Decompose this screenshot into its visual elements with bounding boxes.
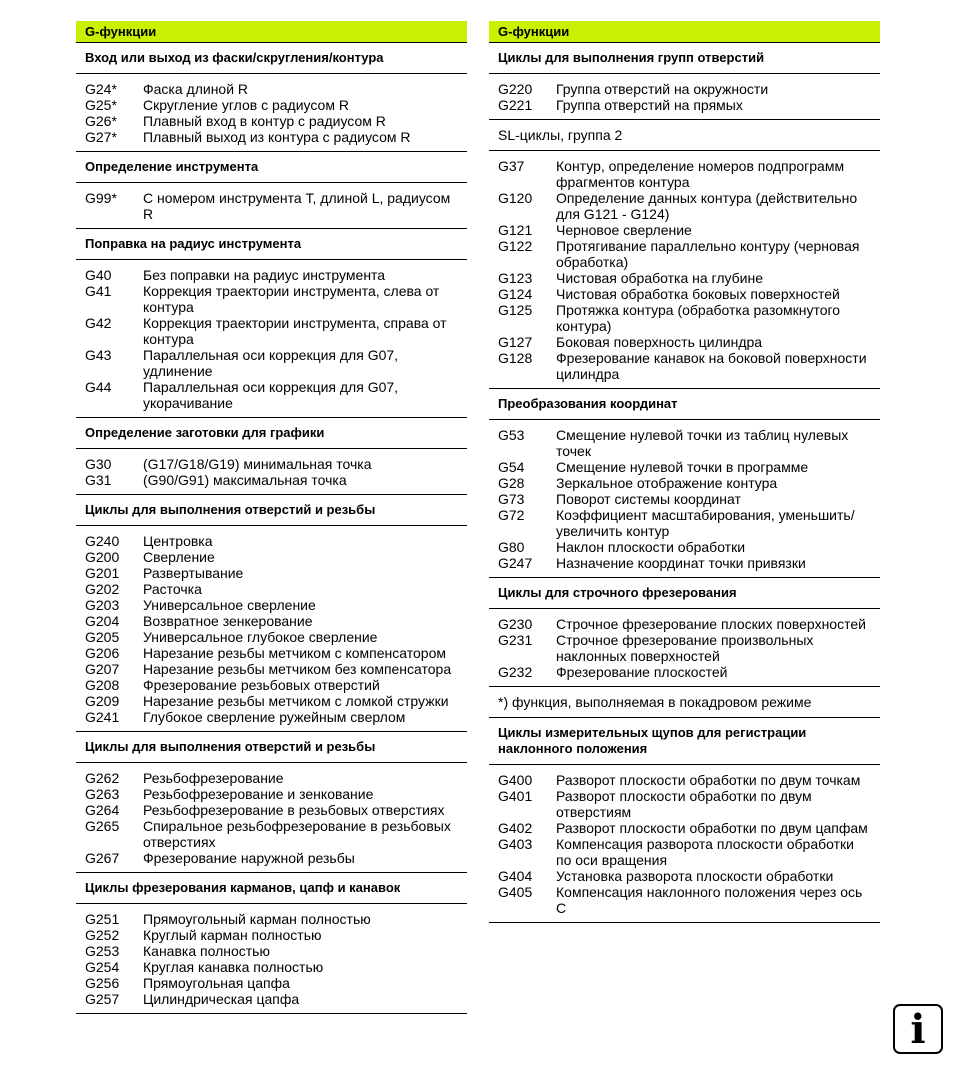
g-code-description: Протягивание параллельно контуру (черновая обработка) bbox=[556, 238, 860, 270]
function-list bbox=[489, 151, 880, 389]
g-code-description: Универсальное сверление bbox=[143, 597, 316, 613]
function-row bbox=[85, 549, 458, 565]
function-row bbox=[498, 350, 871, 382]
g-code: G124 bbox=[498, 286, 533, 302]
section bbox=[489, 687, 880, 718]
g-code: G26* bbox=[85, 113, 117, 129]
column-header: G-функции bbox=[76, 21, 467, 43]
g-code-description: (G17/G18/G19) минимальная точка bbox=[143, 456, 372, 472]
function-row bbox=[498, 334, 871, 350]
g-code: G247 bbox=[498, 555, 533, 571]
g-code: G267 bbox=[85, 850, 120, 866]
g-code: G241 bbox=[85, 709, 120, 725]
section-title: Преобразования координат bbox=[489, 389, 880, 420]
section-title: Вход или выход из фаски/скругления/контура bbox=[76, 43, 467, 74]
section-label: SL-циклы, группа 2 bbox=[489, 120, 880, 151]
g-code-description: Строчное фрезерование произвольных наклонных поверхностей bbox=[556, 632, 814, 664]
section bbox=[489, 578, 880, 687]
function-row bbox=[498, 475, 871, 491]
g-code: G240 bbox=[85, 533, 120, 549]
g-code: G203 bbox=[85, 597, 120, 613]
function-row bbox=[498, 222, 871, 238]
g-code: G205 bbox=[85, 629, 120, 645]
function-row bbox=[498, 836, 871, 868]
g-code-description: Нарезание резьбы метчиком с компенсатором bbox=[143, 645, 446, 661]
function-list bbox=[76, 183, 467, 229]
g-code-description: Коррекция траектории инструмента, слева от контура bbox=[143, 283, 440, 315]
g-code: G128 bbox=[498, 350, 533, 366]
g-code-description: Фрезерование наружной резьбы bbox=[143, 850, 355, 866]
function-row bbox=[85, 533, 458, 549]
g-code-description: Чистовая обработка на глубине bbox=[556, 270, 764, 286]
section bbox=[489, 43, 880, 120]
g-code-description: Назначение координат точки привязки bbox=[556, 555, 806, 571]
g-code: G24* bbox=[85, 81, 117, 97]
g-code-description: Универсальное глубокое сверление bbox=[143, 629, 378, 645]
g-code: G121 bbox=[498, 222, 533, 238]
g-code-description: Круглая канавка полностью bbox=[143, 959, 324, 975]
g-code: G252 bbox=[85, 927, 120, 943]
g-code: G264 bbox=[85, 802, 120, 818]
function-row bbox=[498, 772, 871, 788]
g-code-description: Наклон плоскости обработки bbox=[556, 539, 746, 555]
function-list bbox=[489, 765, 880, 923]
g-code-description: Строчное фрезерование плоских поверхностей bbox=[556, 616, 866, 632]
g-code-description: Сверление bbox=[143, 549, 215, 565]
function-row bbox=[85, 597, 458, 613]
g-code: G206 bbox=[85, 645, 120, 661]
function-list bbox=[76, 526, 467, 732]
g-code: G120 bbox=[498, 190, 533, 206]
function-row bbox=[85, 267, 458, 283]
g-code-description: Коэффициент масштабирования, уменьшить/увеличить контур bbox=[556, 507, 855, 539]
g-code: G256 bbox=[85, 975, 120, 991]
g-code: G200 bbox=[85, 549, 120, 565]
function-row bbox=[498, 97, 871, 113]
function-list bbox=[76, 260, 467, 418]
function-row bbox=[85, 97, 458, 113]
function-row bbox=[498, 286, 871, 302]
g-code-description: Центровка bbox=[143, 533, 213, 549]
g-code-description: Фаска длиной R bbox=[143, 81, 249, 97]
info-icon: i bbox=[893, 1004, 943, 1054]
g-code-description: Фрезерование резьбовых отверстий bbox=[143, 677, 380, 693]
g-code-description: Прямоугольная цапфа bbox=[143, 975, 290, 991]
section bbox=[76, 152, 467, 229]
g-code: G80 bbox=[498, 539, 525, 555]
g-code-description: Параллельная оси коррекция для G07, укорачивание bbox=[143, 379, 399, 411]
section-title: Поправка на радиус инструмента bbox=[76, 229, 467, 260]
function-row bbox=[85, 347, 458, 379]
function-row bbox=[498, 555, 871, 571]
section-title: Циклы для строчного фрезерования bbox=[489, 578, 880, 609]
column-left bbox=[76, 21, 467, 1014]
function-row bbox=[85, 661, 458, 677]
g-code: G54 bbox=[498, 459, 525, 475]
g-code-description: Группа отверстий на прямых bbox=[556, 97, 743, 113]
g-code-description: Спиральное резьбофрезерование в резьбовых отверстиях bbox=[143, 818, 451, 850]
g-code: G402 bbox=[498, 820, 533, 836]
function-row bbox=[498, 868, 871, 884]
section bbox=[76, 418, 467, 495]
g-code: G251 bbox=[85, 911, 120, 927]
g-code-description: Компенсация наклонного положения через ось C bbox=[556, 884, 863, 916]
g-code: G25* bbox=[85, 97, 117, 113]
function-list bbox=[76, 74, 467, 152]
g-code: G99* bbox=[85, 190, 117, 206]
column-right bbox=[489, 21, 880, 923]
g-code: G263 bbox=[85, 786, 120, 802]
g-code-description: Разворот плоскости обработки по двум точкам bbox=[556, 772, 861, 788]
g-code: G231 bbox=[498, 632, 533, 648]
function-row bbox=[85, 613, 458, 629]
function-row bbox=[498, 158, 871, 190]
function-row bbox=[498, 459, 871, 475]
section bbox=[489, 718, 880, 923]
g-code: G40 bbox=[85, 267, 112, 283]
function-row bbox=[85, 581, 458, 597]
g-code: G265 bbox=[85, 818, 120, 834]
g-code-description: Нарезание резьбы метчиком без компенсатора bbox=[143, 661, 452, 677]
section-title: Циклы фрезерования карманов, цапф и канавок bbox=[76, 873, 467, 904]
g-code-description: Компенсация разворота плоскости обработки по оси вращения bbox=[556, 836, 854, 868]
g-code-description: Фрезерование канавок на боковой поверхности цилиндра bbox=[556, 350, 867, 382]
function-row bbox=[85, 113, 458, 129]
function-row bbox=[85, 283, 458, 315]
section-title: Циклы для выполнения отверстий и резьбы bbox=[76, 732, 467, 763]
g-code-description: Боковая поверхность цилиндра bbox=[556, 334, 763, 350]
function-row bbox=[85, 472, 458, 488]
g-code: G403 bbox=[498, 836, 533, 852]
g-code: G28 bbox=[498, 475, 525, 491]
function-row bbox=[498, 616, 871, 632]
function-row bbox=[85, 129, 458, 145]
function-list bbox=[489, 420, 880, 578]
g-code: G44 bbox=[85, 379, 112, 395]
g-code-description: Плавный выход из контура с радиусом R bbox=[143, 129, 411, 145]
section bbox=[489, 389, 880, 578]
function-row bbox=[498, 190, 871, 222]
g-code-description: Развертывание bbox=[143, 565, 244, 581]
g-code-description: Установка разворота плоскости обработки bbox=[556, 868, 834, 884]
g-code-description: Резьбофрезерование bbox=[143, 770, 284, 786]
g-code-description: Резьбофрезерование и зенкование bbox=[143, 786, 374, 802]
g-code-description: (G90/G91) максимальная точка bbox=[143, 472, 347, 488]
g-code: G405 bbox=[498, 884, 533, 900]
function-row bbox=[498, 632, 871, 664]
g-code-description: Контур, определение номеров подпрограмм фрагментов контура bbox=[556, 158, 845, 190]
function-row bbox=[85, 786, 458, 802]
section bbox=[489, 120, 880, 389]
g-code: G208 bbox=[85, 677, 120, 693]
function-row bbox=[498, 81, 871, 97]
function-row bbox=[498, 820, 871, 836]
g-code-description: Разворот плоскости обработки по двум отверстиям bbox=[556, 788, 812, 820]
function-row bbox=[85, 629, 458, 645]
g-code: G202 bbox=[85, 581, 120, 597]
g-code-description: Канавка полностью bbox=[143, 943, 270, 959]
g-code: G31 bbox=[85, 472, 112, 488]
function-row bbox=[85, 81, 458, 97]
g-code: G37 bbox=[498, 158, 525, 174]
g-code-description: Параллельная оси коррекция для G07, удлинение bbox=[143, 347, 399, 379]
function-row bbox=[498, 788, 871, 820]
g-code: G30 bbox=[85, 456, 112, 472]
g-code-description: Глубокое сверление ружейным сверлом bbox=[143, 709, 406, 725]
function-row bbox=[498, 507, 871, 539]
g-code: G253 bbox=[85, 943, 120, 959]
g-code: G254 bbox=[85, 959, 120, 975]
g-code: G72 bbox=[498, 507, 525, 523]
function-row bbox=[498, 302, 871, 334]
g-code: G201 bbox=[85, 565, 120, 581]
function-row bbox=[498, 238, 871, 270]
g-code-description: Чистовая обработка боковых поверхностей bbox=[556, 286, 840, 302]
column-header: G-функции bbox=[489, 21, 880, 43]
g-code: G262 bbox=[85, 770, 120, 786]
function-row bbox=[85, 911, 458, 927]
function-row bbox=[85, 818, 458, 850]
function-row bbox=[85, 645, 458, 661]
function-row bbox=[85, 693, 458, 709]
g-code-description: Прямоугольный карман полностью bbox=[143, 911, 371, 927]
g-code: G220 bbox=[498, 81, 533, 97]
function-row bbox=[498, 491, 871, 507]
function-list bbox=[76, 763, 467, 873]
function-row bbox=[85, 565, 458, 581]
g-code: G43 bbox=[85, 347, 112, 363]
function-row bbox=[498, 884, 871, 916]
g-code: G42 bbox=[85, 315, 112, 331]
function-list bbox=[76, 904, 467, 1014]
function-row bbox=[85, 802, 458, 818]
function-row bbox=[498, 427, 871, 459]
section-title: Определение заготовки для графики bbox=[76, 418, 467, 449]
g-code-description: Фрезерование плоскостей bbox=[556, 664, 728, 680]
g-code: G122 bbox=[498, 238, 533, 254]
g-code-description: Резьбофрезерование в резьбовых отверстиях bbox=[143, 802, 445, 818]
section bbox=[76, 732, 467, 873]
g-code-description: Плавный вход в контур с радиусом R bbox=[143, 113, 386, 129]
g-code: G27* bbox=[85, 129, 117, 145]
g-code: G207 bbox=[85, 661, 120, 677]
g-code: G404 bbox=[498, 868, 533, 884]
section bbox=[76, 229, 467, 418]
g-code: G125 bbox=[498, 302, 533, 318]
function-row bbox=[85, 959, 458, 975]
section-title: Циклы для выполнения отверстий и резьбы bbox=[76, 495, 467, 526]
function-row bbox=[85, 943, 458, 959]
g-code: G127 bbox=[498, 334, 533, 350]
function-row bbox=[85, 991, 458, 1007]
g-code-description: Группа отверстий на окружности bbox=[556, 81, 769, 97]
g-code-description: Разворот плоскости обработки по двум цапфам bbox=[556, 820, 868, 836]
g-code-description: Определение данных контура (действительно для G121 - G124) bbox=[556, 190, 858, 222]
section-title: Циклы измерительных щупов для регистрации наклонного положения bbox=[489, 718, 880, 765]
g-code: G400 bbox=[498, 772, 533, 788]
g-code-description: Смещение нулевой точки в программе bbox=[556, 459, 809, 475]
function-row bbox=[85, 770, 458, 786]
function-row bbox=[85, 850, 458, 866]
function-row bbox=[85, 677, 458, 693]
g-code: G401 bbox=[498, 788, 533, 804]
g-code-description: Скругление углов с радиусом R bbox=[143, 97, 349, 113]
g-code: G123 bbox=[498, 270, 533, 286]
function-row bbox=[498, 664, 871, 680]
g-code-description: Зеркальное отображение контура bbox=[556, 475, 778, 491]
g-code: G73 bbox=[498, 491, 525, 507]
section bbox=[76, 43, 467, 152]
g-code: G53 bbox=[498, 427, 525, 443]
function-row bbox=[498, 539, 871, 555]
function-row bbox=[85, 379, 458, 411]
g-code: G41 bbox=[85, 283, 112, 299]
function-list bbox=[489, 74, 880, 120]
g-code-description: Коррекция траектории инструмента, справа от контура bbox=[143, 315, 447, 347]
function-list bbox=[489, 609, 880, 687]
g-code: G221 bbox=[498, 97, 533, 113]
g-code-description: Без поправки на радиус инструмента bbox=[143, 267, 386, 283]
g-code-description: Цилиндрическая цапфа bbox=[143, 991, 300, 1007]
function-row bbox=[85, 927, 458, 943]
section-title: Циклы для выполнения групп отверстий bbox=[489, 43, 880, 74]
g-code-description: Возвратное зенкерование bbox=[143, 613, 313, 629]
g-code: G230 bbox=[498, 616, 533, 632]
function-list bbox=[76, 449, 467, 495]
section-label: *) функция, выполняемая в покадровом режиме bbox=[489, 687, 880, 718]
g-code-description: Протяжка контура (обработка разомкнутого контура) bbox=[556, 302, 841, 334]
section bbox=[76, 495, 467, 732]
g-code-description: Расточка bbox=[143, 581, 202, 597]
g-code: G232 bbox=[498, 664, 533, 680]
g-code-description: С номером инструмента T, длиной L, радиусом R bbox=[143, 190, 451, 222]
function-row bbox=[498, 270, 871, 286]
g-code: G209 bbox=[85, 693, 120, 709]
g-code-description: Черновое сверление bbox=[556, 222, 692, 238]
function-row bbox=[85, 975, 458, 991]
function-row bbox=[85, 709, 458, 725]
function-row bbox=[85, 190, 458, 222]
g-code: G204 bbox=[85, 613, 120, 629]
g-code-description: Поворот системы координат bbox=[556, 491, 741, 507]
g-code-description: Смещение нулевой точки из таблиц нулевых точек bbox=[556, 427, 849, 459]
section-title: Определение инструмента bbox=[76, 152, 467, 183]
function-row bbox=[85, 315, 458, 347]
function-row bbox=[85, 456, 458, 472]
g-code-description: Круглый карман полностью bbox=[143, 927, 322, 943]
g-code-description: Нарезание резьбы метчиком с ломкой стружки bbox=[143, 693, 449, 709]
section bbox=[76, 873, 467, 1014]
g-code: G257 bbox=[85, 991, 120, 1007]
